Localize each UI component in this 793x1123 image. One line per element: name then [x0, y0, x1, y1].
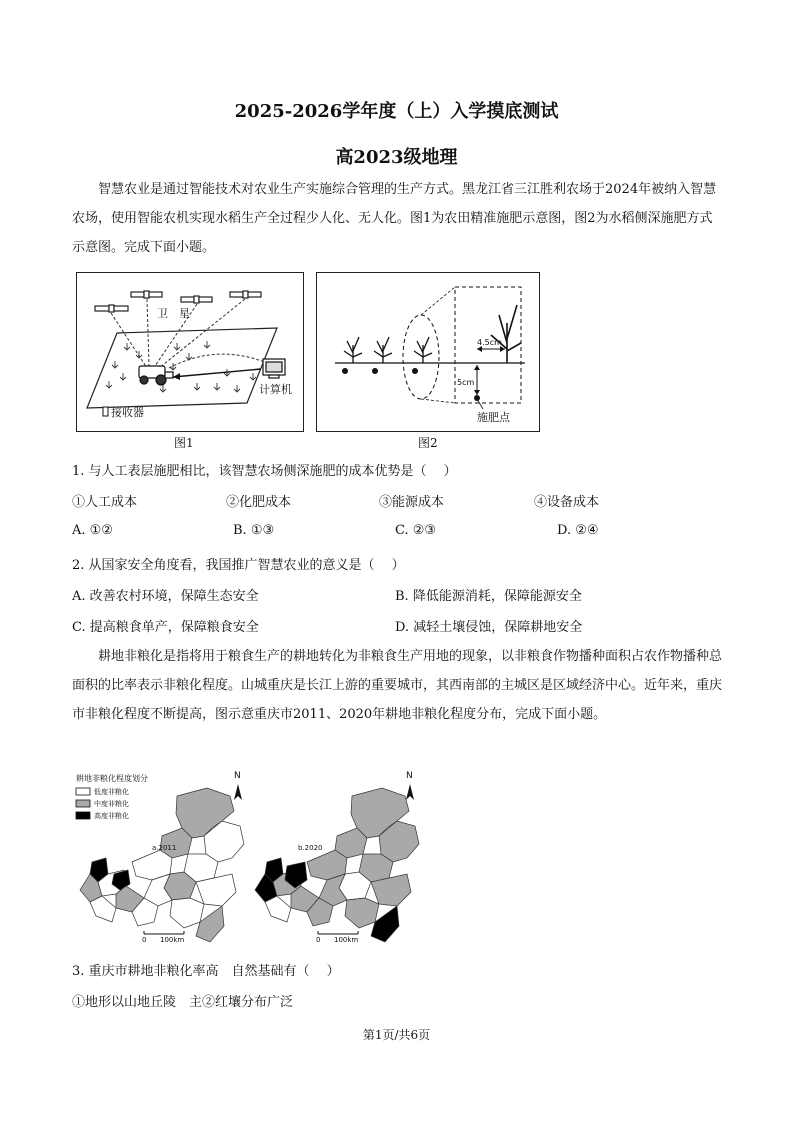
rice-plant-icon	[374, 337, 392, 363]
map-2020-label: b.2020	[298, 844, 323, 852]
q1-option-b[interactable]: B. ①③	[233, 523, 275, 538]
question-2-stem: 2. 从国家安全角度看，我国推广智慧农业的意义是（ ）	[72, 558, 405, 573]
scale-bar-a	[142, 931, 184, 944]
exam-title: 2025-2026学年度（上）入学摸底测试	[234, 101, 559, 122]
horizontal-distance-label: 4.5cm	[477, 338, 502, 347]
computer-label: 计算机	[259, 383, 292, 396]
receiver-label: 接收器	[111, 406, 144, 419]
q2-option-c[interactable]: C. 提高粮食单产，保障粮食安全	[72, 620, 259, 635]
legend-label-low: 低度非粮化	[94, 788, 129, 796]
non-grain-degree-maps	[72, 766, 432, 948]
figure-1-diagram	[76, 272, 304, 432]
q1-option-c[interactable]: C. ②③	[395, 523, 437, 538]
page-footer: 第1页/共6页	[362, 1028, 431, 1042]
satellite-icon	[181, 296, 212, 303]
q1-option-a[interactable]: A. ①②	[72, 523, 113, 538]
satellite-icon	[230, 291, 261, 298]
exam-subtitle: 高2023级地理	[335, 147, 458, 168]
side-deep-fertilization-illustration	[317, 273, 539, 431]
satellite-icon	[131, 291, 162, 298]
scale-zero-a: 0	[142, 936, 147, 944]
north-label-a: N	[234, 771, 241, 781]
figure-1-caption: 图1	[174, 436, 194, 450]
precision-fertilization-illustration	[77, 273, 303, 431]
question-3-stem: 3. 重庆市耕地非粮化率高 自然基础有（ ）	[72, 964, 340, 979]
fertilizer-point-label: 施肥点	[477, 411, 510, 424]
legend-label-medium: 中度非粮化	[94, 800, 129, 808]
satellite-label: 卫 星	[157, 307, 190, 320]
receiver-icon	[103, 407, 108, 416]
scale-zero-b: 0	[316, 936, 321, 944]
figure-2-caption: 图2	[418, 436, 438, 450]
tractor-icon	[139, 366, 173, 385]
q2-option-b[interactable]: B. 降低能源消耗，保障能源安全	[395, 589, 582, 604]
computer-icon	[263, 359, 285, 378]
legend-swatch-medium	[76, 800, 90, 807]
chongqing-map-figure	[72, 766, 432, 948]
intro-paragraph-2: 耕地非粮化是指将用于粮食生产的耕地转化为非粮食生产用地的现象，以非粮食作物播种面积占农作物播种总面积的比率表示非粮化程度。山城重庆是长江上游的重要城市，其西南部的主城区是区域经济中心。近年来，重庆市非粮化程度不断提高，图示意重庆市2011、2020年耕地非粮化程度分布，完成下面小题。	[72, 649, 723, 722]
question-1-stem: 1. 与人工表层施肥相比，该智慧农场侧深施肥的成本优势是（ ）	[72, 464, 457, 479]
legend-title: 耕地非粮化程度划分	[76, 774, 148, 783]
fertilizer-point-icon	[474, 395, 480, 401]
map-2020	[255, 788, 419, 942]
q2-option-d[interactable]: D. 减轻土壤侵蚀，保障耕地安全	[395, 620, 583, 635]
figure-2-diagram	[316, 272, 540, 432]
scale-text-b: 100km	[334, 936, 359, 944]
legend-swatch-high	[76, 812, 90, 819]
scale-text-a: 100km	[160, 936, 185, 944]
satellite-icon	[95, 305, 128, 312]
north-arrow-icon	[234, 771, 242, 800]
q1-option-d[interactable]: D. ②④	[557, 523, 599, 538]
q2-option-a[interactable]: A. 改善农村环境，保障生态安全	[72, 589, 259, 604]
legend-swatch-low	[76, 788, 90, 795]
vertical-distance-label: 5cm	[457, 378, 475, 387]
q1-item-2: ②化肥成本	[226, 495, 292, 510]
map-2011-label: a.2011	[152, 844, 177, 852]
north-arrow-icon	[406, 771, 414, 800]
rice-plant-enlarged-icon	[491, 305, 521, 363]
rice-plant-icon	[414, 337, 432, 363]
scale-bar-b	[316, 931, 358, 944]
intro-paragraph-1: 智慧农业是通过智能技术对农业生产实施综合管理的生产方式。黑龙江省三江胜利农场于2024年被纳入智慧农场，使用智能农机实现水稻生产全过程少人化、无人化。图1为农田精准施肥示意图，图2为水稻侧深施肥方式示意图。完成下面小题。	[72, 182, 717, 255]
q1-item-4: ④设备成本	[534, 495, 600, 510]
rice-plant-icon	[344, 337, 362, 363]
zoom-ellipse	[403, 315, 439, 399]
q1-item-1: ①人工成本	[72, 495, 138, 510]
legend-label-high: 高度非粮化	[94, 812, 129, 820]
q3-item-1: ①地形以山地丘陵 主②红壤分布广泛	[72, 995, 294, 1010]
q1-item-3: ③能源成本	[379, 495, 445, 510]
north-label-b: N	[406, 771, 413, 781]
